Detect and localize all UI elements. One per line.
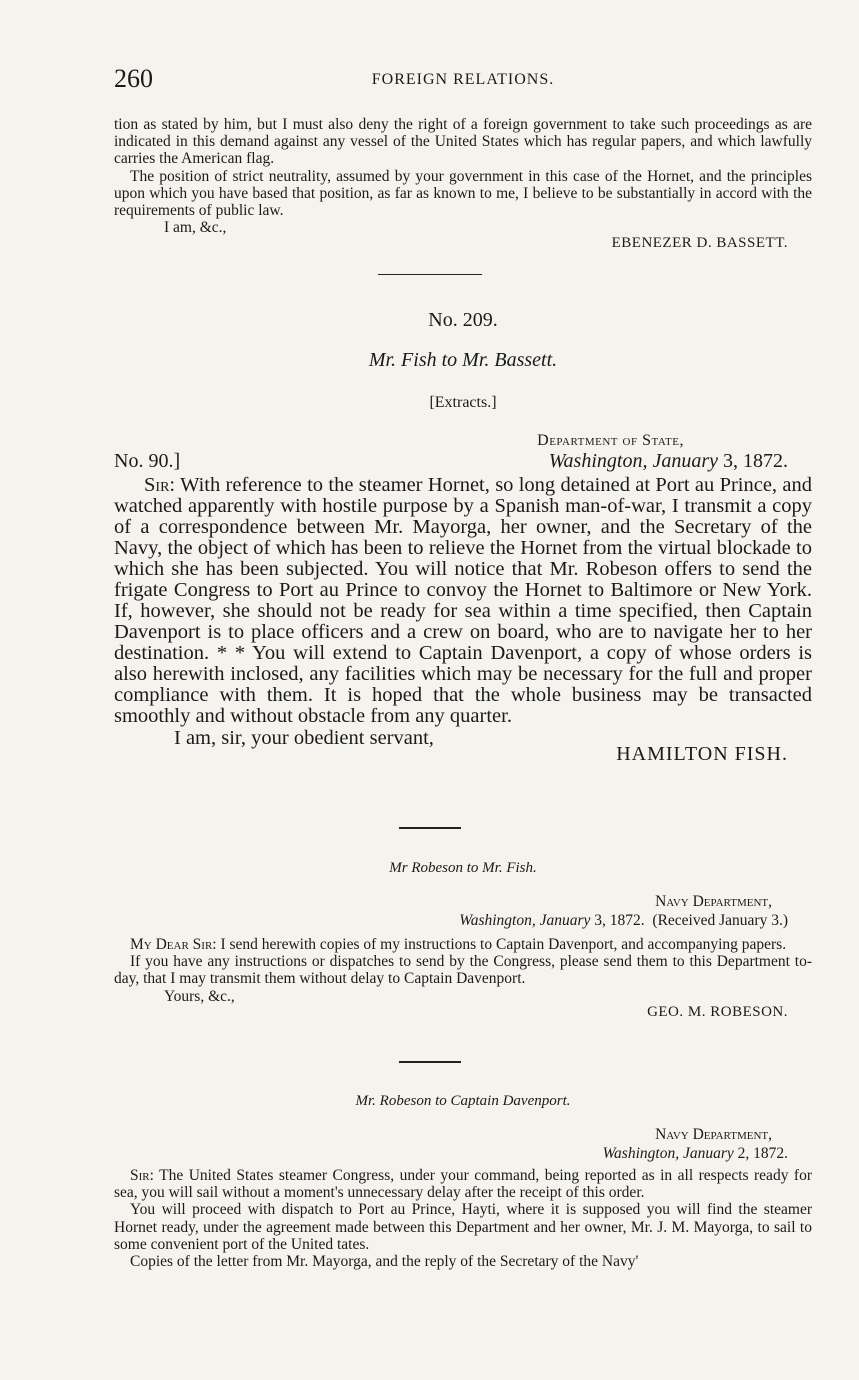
file-number: No. 90.]	[114, 450, 181, 472]
paragraph	[114, 936, 812, 953]
closing: I am, sir, your obedient servant,	[174, 727, 434, 749]
paragraph: You will proceed with dispatch to Port au Prince, Hayti, where it is supposed you will find the steamer Hornet ready, under the agreement made between this Department and her owner, Mr. J. M. Mayorga, to sail to some convenient port of the United tates.	[114, 1201, 812, 1253]
divider-rule	[378, 274, 482, 275]
signature: EBENEZER D. BASSETT.	[611, 235, 788, 252]
date: 3, 1872.	[718, 450, 788, 472]
paragraph: tion as stated by him, but I must also deny the right of a foreign government to take such proceedings as are indicated in this demand against any vessel of the United States which has regular papers, and which lawfully carries the American flag.	[114, 116, 812, 168]
letter-heading: Mr. Fish to Mr. Bassett.	[368, 349, 558, 371]
page-number: 260	[114, 64, 153, 93]
letter-continuation	[114, 116, 812, 252]
paragraph	[114, 475, 812, 727]
body-text: With reference to the steamer Hornet, so long detained at Port au Prince, and watched apparently with hostile purpose by a Spanish man-of-war, I transmit a copy of a correspondence between Mr. Mayorga, her owner, and the Secretary of the Navy, the object of which has been to relieve the Hornet from the virtual blockade to which she has been subjected. You will notice that Mr. Robeson offers to send the frigate Congress to Port au Prince to convoy the Hornet to Baltimore or New York. If, however, she should not be ready for sea within a time specified, then Captain Davenport is to place officers and a crew on board, who are to navigate her to her destination. * * You will extend to Captain Davenport, a copy of whose orders is also herewith inclosed, any facilities which may be necessary for the full and proper compliance with them. It is hoped that the whole business may be transacted smoothly and without obstacle from any quarter.	[114, 474, 812, 727]
running-title: FOREIGN RELATIONS.	[371, 71, 555, 88]
closing: I am, &c.,	[164, 219, 227, 237]
signature: HAMILTON FISH.	[616, 743, 788, 765]
salutation: My Dear Sir:	[130, 936, 217, 953]
letter-heading: Mr. Robeson to Captain Davenport.	[355, 1093, 571, 1109]
document-number: No. 209.	[428, 309, 498, 331]
paragraph	[114, 1167, 812, 1201]
divider-rule	[399, 827, 461, 829]
date: 2, 1872.	[733, 1145, 788, 1162]
page-header	[114, 64, 812, 98]
date: 3, 1872.	[590, 912, 645, 929]
salutation: Sir:	[130, 1167, 154, 1184]
closing: Yours, &c.,	[164, 987, 235, 1005]
divider-rule	[399, 1061, 461, 1063]
letter-body	[114, 432, 812, 766]
salutation: Sir:	[144, 474, 176, 496]
extracts-note: [Extracts.]	[429, 394, 497, 411]
body-text: The United States steamer Congress, under your command, being reported as in all respects ready for sea, you will sail without a moment's unnecessary delay after the receipt of this order.	[114, 1167, 812, 1202]
place: Washington, January	[459, 912, 591, 929]
signature: GEO. M. ROBESON.	[647, 1003, 788, 1020]
letter-heading: Mr Robeson to Mr. Fish.	[389, 860, 537, 876]
letter-body	[114, 893, 812, 1021]
received-note: (Received January 3.)	[652, 912, 788, 929]
letter-body	[114, 1126, 812, 1270]
dateline	[114, 1145, 812, 1163]
paragraph: Copies of the letter from Mr. Mayorga, and the reply of the Secretary of the Navy'	[130, 1253, 639, 1271]
place: Washington, January	[602, 1145, 734, 1162]
dateline	[114, 912, 812, 930]
paragraph: If you have any instructions or dispatches to send by the Congress, please send them to this Department to-day, that I may transmit them without delay to Captain Davenport.	[114, 953, 812, 988]
body-text: I send herewith copies of my instructions to Captain Davenport, and accompanying papers.	[216, 936, 787, 953]
dateline	[114, 450, 812, 473]
paragraph: The position of strict neutrality, assumed by your government in this case of the Hornet, and the principles upon which you have based that position, as far as known to me, I believe to be substantially in accord with the requirements of public law.	[114, 167, 812, 220]
place: Washington, January	[548, 450, 718, 472]
department-name: Department of State,	[537, 432, 684, 449]
department-name: Navy Department,	[655, 893, 772, 910]
department-name: Navy Department,	[655, 1126, 772, 1143]
